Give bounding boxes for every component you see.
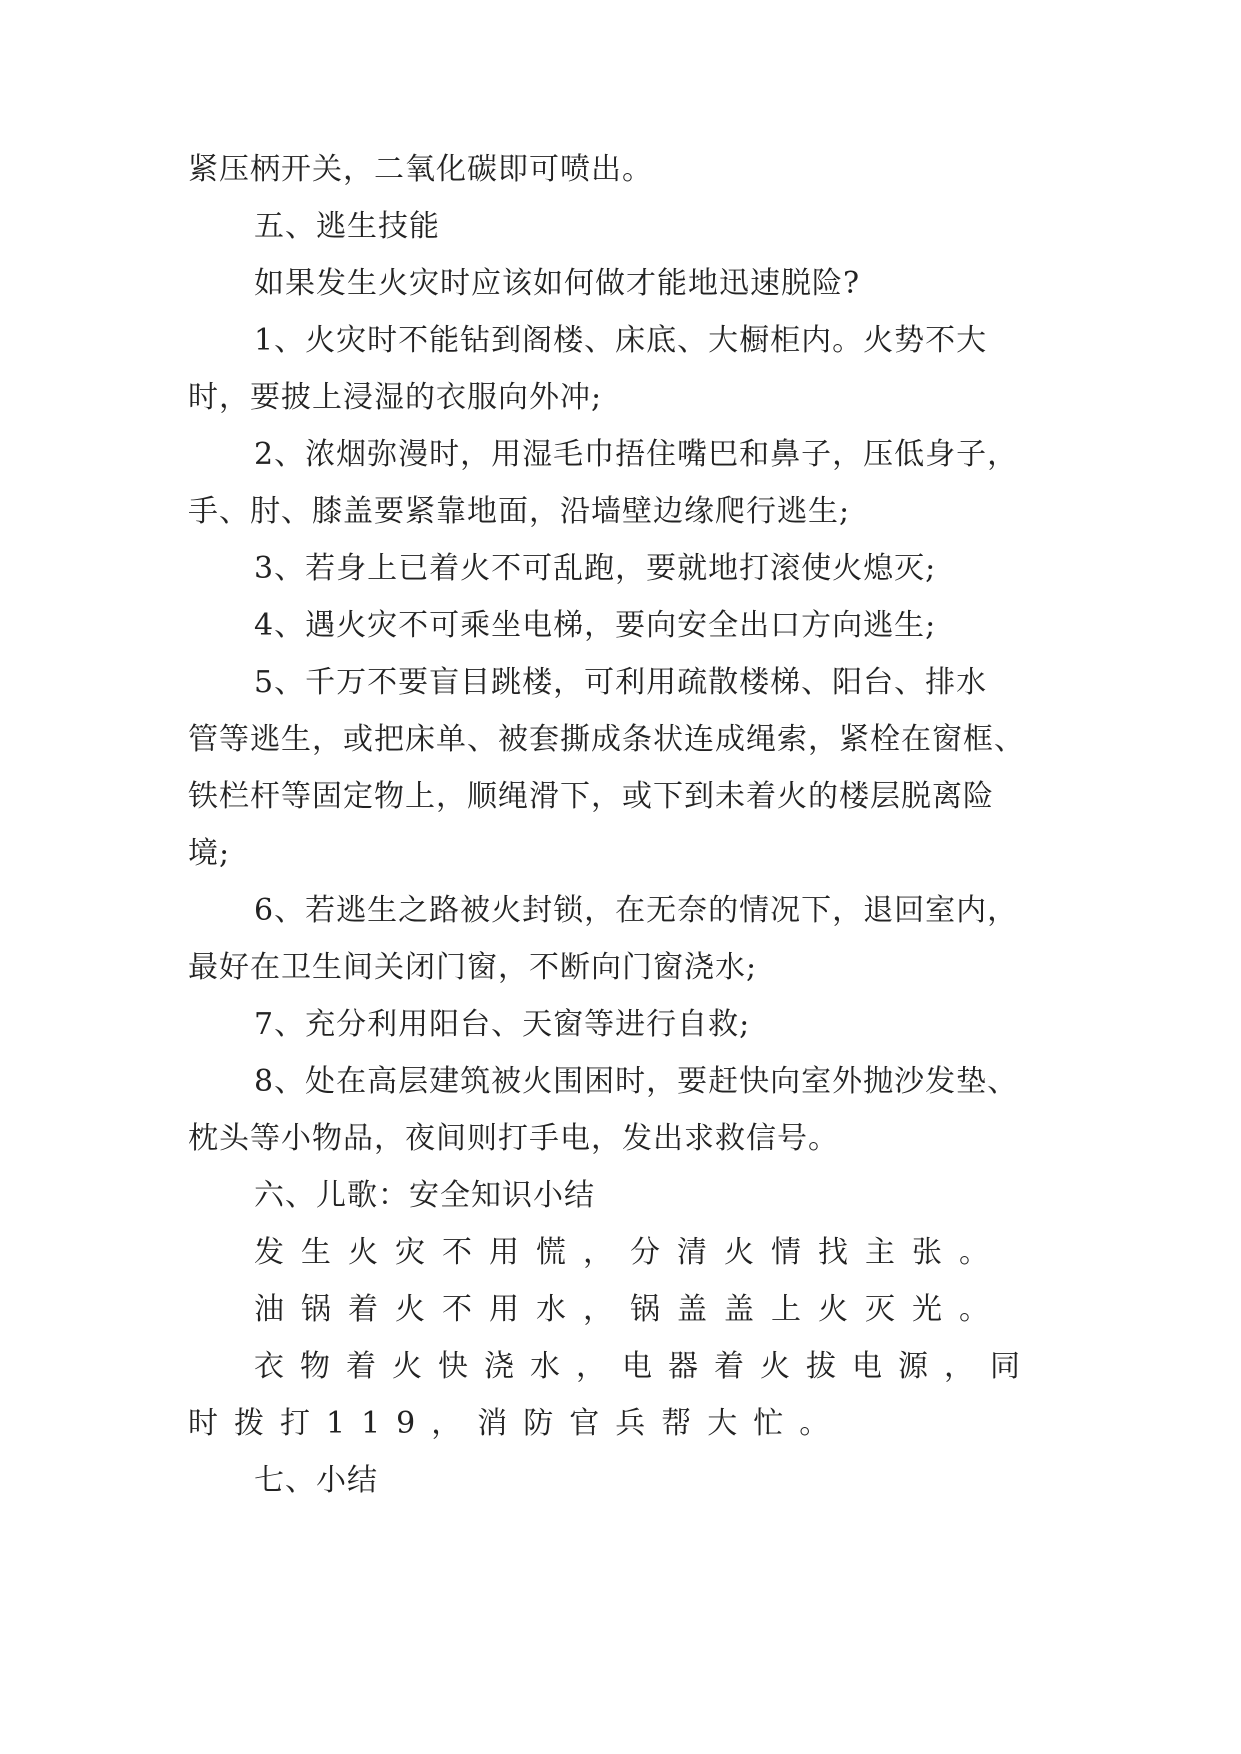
list-item: 5、千万不要盲目跳楼，可利用疏散楼梯、阳台、排水	[254, 665, 988, 700]
poem-line: 衣物着火快浇水，电器着火拔电源，同	[254, 1349, 1036, 1384]
paragraph-line: 如果发生火灾时应该如何做才能地迅速脱险?	[254, 266, 861, 301]
list-item-continuation: 铁栏杆等固定物上，顺绳滑下，或下到未着火的楼层脱离险	[188, 779, 994, 814]
list-item: 8、处在高层建筑被火围困时，要赶快向室外抛沙发垫、	[254, 1064, 1019, 1099]
list-item: 2、浓烟弥漫时，用湿毛巾捂住嘴巴和鼻子，压低身子，	[254, 437, 1019, 472]
section-heading: 六、儿歌：安全知识小结	[254, 1178, 595, 1213]
poem-line-continuation: 时拨打119，消防官兵帮大忙。	[188, 1406, 846, 1441]
list-item: 3、若身上已着火不可乱跑，要就地打滚使火熄灭;	[254, 551, 937, 586]
list-item-continuation: 时，要披上浸湿的衣服向外冲;	[188, 380, 603, 415]
list-item-continuation: 最好在卫生间关闭门窗，不断向门窗浇水;	[188, 950, 758, 985]
list-item: 7、充分利用阳台、天窗等进行自救;	[254, 1007, 751, 1042]
section-heading: 七、小结	[254, 1463, 378, 1498]
list-item: 6、若逃生之路被火封锁，在无奈的情况下，退回室内，	[254, 893, 1019, 928]
list-item: 4、遇火灾不可乘坐电梯，要向安全出口方向逃生;	[254, 608, 937, 643]
poem-line: 油锅着火不用水，锅盖盖上火灭光。	[254, 1292, 1006, 1327]
section-heading: 五、逃生技能	[254, 209, 440, 244]
paragraph-line: 紧压柄开关，二氧化碳即可喷出。	[188, 152, 653, 187]
list-item-continuation: 枕头等小物品，夜间则打手电，发出求救信号。	[188, 1121, 839, 1156]
list-item-continuation: 手、肘、膝盖要紧靠地面，沿墙壁边缘爬行逃生;	[188, 494, 851, 529]
list-item-continuation: 管等逃生，或把床单、被套撕成条状连成绳索，紧栓在窗框、	[188, 722, 1025, 757]
list-item-continuation: 境;	[188, 836, 231, 871]
list-item: 1、火灾时不能钻到阁楼、床底、大橱柜内。火势不大	[254, 323, 988, 358]
poem-line: 发生火灾不用慌，分清火情找主张。	[254, 1235, 1006, 1270]
